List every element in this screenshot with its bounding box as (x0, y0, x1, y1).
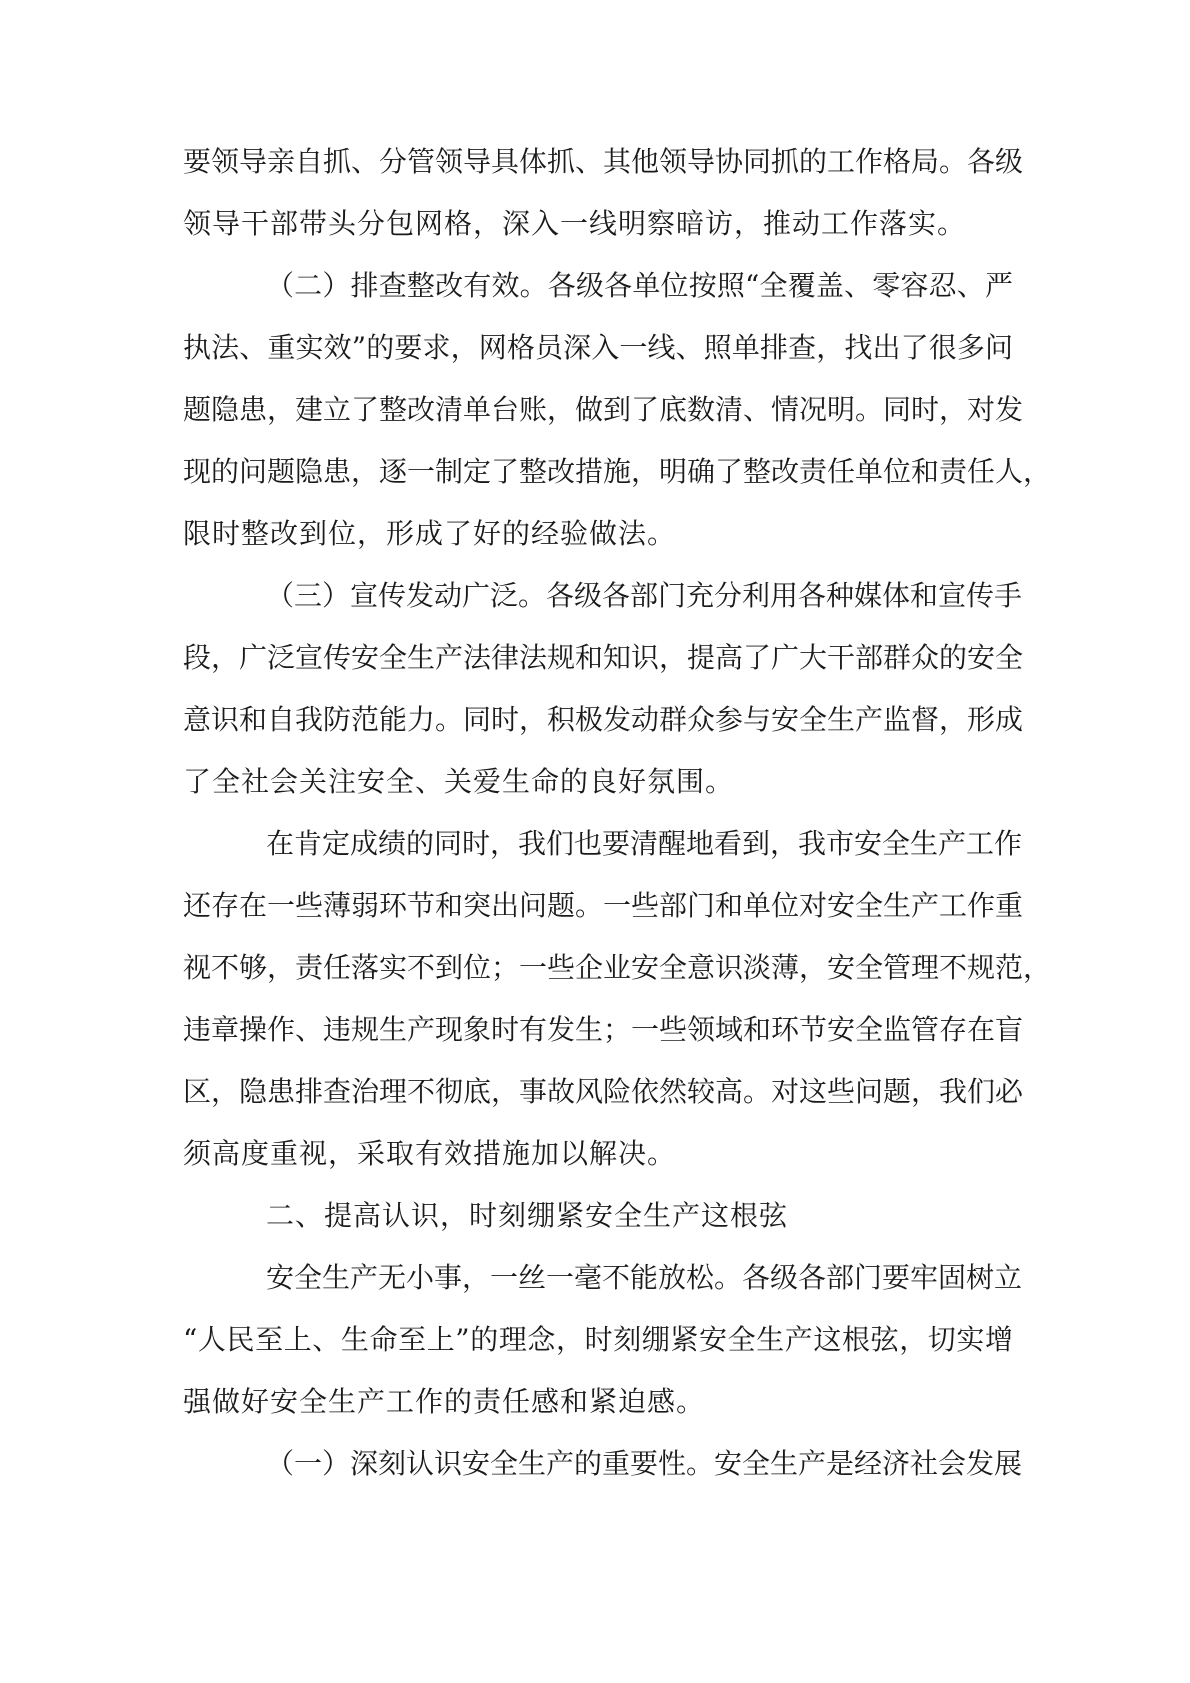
text-line: 须高度重视，采取有效措施加以解决。 (183, 1137, 677, 1170)
text-line: 区，隐患排查治理不彻底，事故风险依然较高。对这些问题，我们必 (183, 1075, 1024, 1108)
text-line: 意识和自我防范能力。同时，积极发动群众参与安全生产监督，形成 (183, 703, 1024, 736)
paragraph-start-line: （二）排查整改有效。各级各单位按照“全覆盖、零容忍、严 (266, 269, 1013, 302)
text-line: 现的问题隐患，逐一制定了整改措施，明确了整改责任单位和责任人， (183, 455, 1052, 488)
text-line: 段，广泛宣传安全生产法律法规和知识，提高了广大干部群众的安全 (183, 641, 1024, 674)
text-line: 违章操作、违规生产现象时有发生；一些领域和环节安全监管存在盲 (183, 1013, 1024, 1046)
text-line: 领导干部带头分包网格，深入一线明察暗访，推动工作落实。 (183, 207, 967, 240)
text-line: 执法、重实效”的要求，网格员深入一线、照单排查，找出了很多问 (183, 331, 1013, 364)
text-line: 视不够，责任落实不到位；一些企业安全意识淡薄，安全管理不规范， (183, 951, 1052, 984)
text-line: 强做好安全生产工作的责任感和紧迫感。 (183, 1385, 706, 1418)
paragraph-start-line: （一）深刻认识安全生产的重要性。安全生产是经济社会发展 (266, 1447, 1023, 1480)
text-line: 限时整改到位，形成了好的经验做法。 (183, 517, 677, 550)
paragraph-start-line: 安全生产无小事，一丝一毫不能放松。各级各部门要牢固树立 (266, 1261, 1023, 1294)
paragraph-start-line: 在肯定成绩的同时，我们也要清醒地看到，我市安全生产工作 (266, 827, 1023, 860)
paragraph-start-line: （三）宣传发动广泛。各级各部门充分利用各种媒体和宣传手 (266, 579, 1023, 612)
text-line: 题隐患，建立了整改清单台账，做到了底数清、情况明。同时，对发 (183, 393, 1024, 426)
text-line: 要领导亲自抓、分管领导具体抓、其他领导协同抓的工作格局。各级 (183, 145, 1024, 178)
text-line: “人民至上、生命至上”的理念，时刻绷紧安全生产这根弦，切实增 (183, 1323, 1013, 1356)
section-heading: 二、提高认识，时刻绷紧安全生产这根弦 (266, 1199, 789, 1232)
text-line: 了全社会关注安全、关爱生命的良好氛围。 (183, 765, 735, 798)
text-line: 还存在一些薄弱环节和突出问题。一些部门和单位对安全生产工作重 (183, 889, 1024, 922)
